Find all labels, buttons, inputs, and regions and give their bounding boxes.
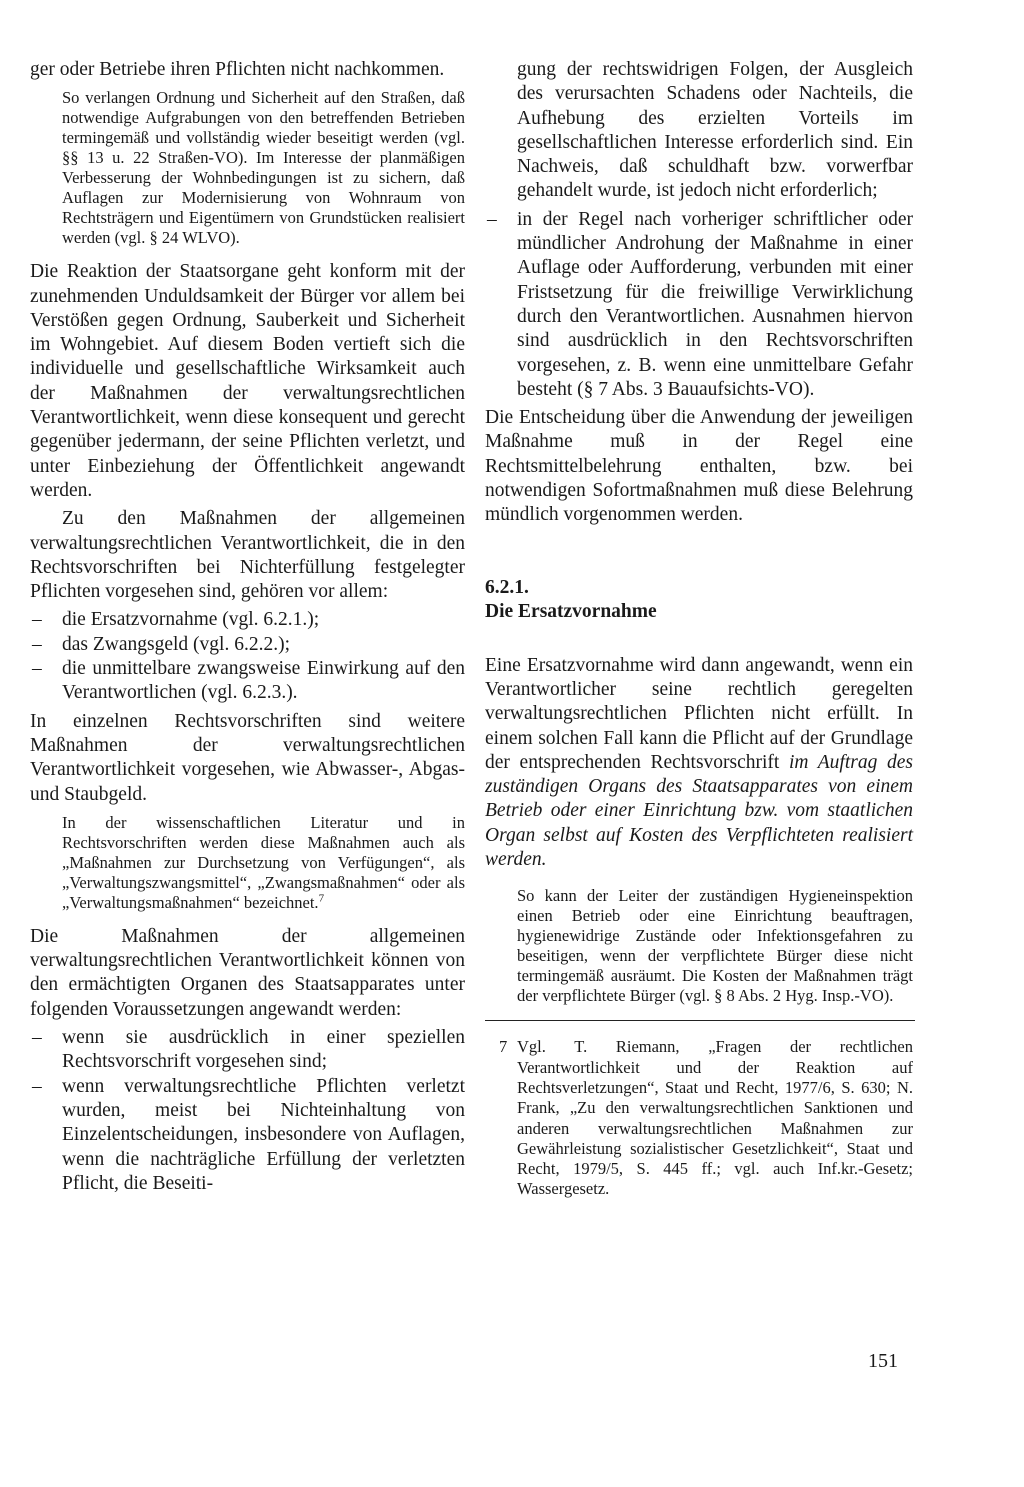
footnote-number: 7 (499, 1037, 508, 1057)
list-item: – in der Regel nach vorheriger schriftlicher oder mündlicher Androhung der Maßnahme in einer Auflage oder Aufforderung, verbunden mit einer Fristsetzung für die freiwillige Verwirklichung durch den Verantwortlichen. Ausnahmen hiervon sind ausdrücklich in den Rechtsvorschriften vorgesehen, z. B. wenn eine unmittelbare Gefahr besteht (§ 7 Abs. 3 Bauaufsichts-VO). (485, 208, 913, 402)
section-title: Die Ersatzvornahme (485, 600, 657, 622)
paragraph: Zu den Maßnahmen der allgemeinen verwaltungsrechtlichen Verantwortlichkeit, die in den Rechtsvorschriften bei Nichterfüllung festgelegter Pflichten vorgesehen sind, gehören vor allem: (30, 508, 465, 603)
example-note: So kann der Leiter der zuständigen Hygieneinspektion einen Betrieb oder eine Einrichtung beauftragen, hygienewidrige Zustände oder Infektionsgefahren zu beseitigen, wenn der verpflichtete Bürger diese nicht termingemäß ausräumt. Die Kosten der Maßnahmen trägt der verpflichtete Bürger (vgl. § 8 Abs. 2 Hyg. Insp.-VO). (517, 886, 913, 1006)
measures-list (30, 608, 465, 705)
list-item: – die unmittelbare zwangsweise Einwirkung auf den Verantwortlichen (vgl. 6.2.3.). (30, 657, 465, 706)
page-number: 151 (868, 1350, 898, 1372)
paragraph: Die Reaktion der Staatsorgane geht konform mit der zunehmenden Unduldsamkeit der Bürger vor allem bei Verstößen gegen Ordnung, Sauberkeit und Sicherheit im Wohngebiet. Auf diesem Boden vertieft sich die individuelle und gesellschaftliche Wirksamkeit auch der Maßnahmen der verwaltungsrechtlichen Verantwortlichkeit, wenn diese konsequent und gerecht gegenüber jedermann, der seine Pflichten verletzt, und unter Einbeziehung der Öffentlichkeit angewandt werden. (30, 261, 465, 501)
list-item: – wenn verwaltungsrechtliche Pflichten verletzt wurden, meist bei Nichteinhaltung von Einzelentscheidungen, insbesondere von Auflagen, wenn die nachträgliche Erfüllung der verletzten Pflicht, die Beseiti- (30, 1075, 465, 1196)
footnote (485, 1037, 913, 1199)
section-number: 6.2.1. (485, 576, 529, 598)
paragraph (485, 654, 913, 873)
paragraph-text: Eine Ersatzvornahme wird dann angewandt, wenn ein Verantwortlicher seine rechtlich geregelten verwaltungsrechtlichen Pflichten nicht erfüllt. In einem solchen Fall kann die Pflicht auf der Grundlage der entsprechenden Rechtsvorschrift (485, 654, 913, 773)
section-heading (485, 576, 913, 624)
list-item: – wenn sie ausdrücklich in einer speziellen Rechtsvorschrift vorgesehen sind; (30, 1026, 465, 1075)
list-item: – das Zwangsgeld (vgl. 6.2.2.); (30, 633, 465, 657)
preconditions-list-continued (485, 208, 913, 402)
list-item: – die Ersatzvornahme (vgl. 6.2.1.); (30, 608, 465, 632)
emphasized-text: im Auftrag des zuständigen Organs des Staatsapparates von einem Betrieb oder einer Einrichtung bzw. vom staatlichen Organ selbst auf Kosten des Verpflichteten realisiert werden. (485, 751, 913, 871)
right-column (485, 58, 913, 1200)
paragraph: ger oder Betriebe ihren Pflichten nicht nachkommen. (30, 59, 445, 80)
paragraph: Die Entscheidung über die Anwendung der jeweiligen Maßnahme muß in der Regel eine Rechtsmittelbelehrung enthalten, bzw. bei notwendigen Sofortmaßnahmen muß diese Belehrung mündlich vorgenommen werden. (485, 407, 913, 526)
preconditions-list (30, 1026, 465, 1196)
footnote-reference[interactable]: 7 (318, 892, 325, 905)
left-column (30, 58, 465, 1200)
footnote-text: Vgl. T. Riemann, „Fragen der rechtlichen Verantwortlichkeit und der Reaktion auf Rechtsverletzungen“, Staat und Recht, 1977/6, S. 630; N. Frank, „Zu den verwaltungsrechtlichen Sanktionen und anderen verwaltungsrechtlichen Maßnahmen zur Gewährleistung sozialistischer Gesetzlichkeit“, Staat und Recht, 1979/5, S. 445 ff.; vgl. auch Inf.kr.-Gesetz; Wassergesetz. (517, 1037, 913, 1199)
paragraph: In einzelnen Rechtsvorschriften sind weitere Maßnahmen der verwaltungsrechtlichen Verantwortlichkeit vorgesehen, wie Abwasser-, Abgas- und Staubgeld. (30, 710, 465, 805)
list-item-continuation: gung der rechtswidrigen Folgen, der Ausgleich des verursachten Schadens oder Nachteils, die Aufhebung des erzielten Vorteils im gesellschaftlichen Interesse erforderlich sind. Ein Nachweis, daß schuldhaft bzw. vorwerfbar gehandelt wurde, ist jedoch nicht erforderlich; (517, 59, 913, 202)
note-text: In der wissenschaftlichen Literatur und in Rechtsvorschriften werden diese Maßnahmen auch als „Maßnahmen zur Durchsetzung von Verfügungen“, als „Verwaltungszwangsmittel“, „Zwangsmaßnahmen“ oder als „Verwaltungsmaßnahmen“ bezeichnet. (62, 812, 465, 912)
footnote-divider (485, 1020, 915, 1021)
example-note: So verlangen Ordnung und Sicherheit auf den Straßen, daß notwendige Aufgrabungen von den betreffenden Betrieben termingemäß und vollständig wieder beseitigt werden (vgl. §§ 13 u. 22 Straßen-VO). Im Interesse der planmäßigen Verbesserung der Wohnbedingungen ist zu sichern, daß Auflagen zur Modernisierung von Wohnraum von Rechtsträgern und Eigentümern von Grundstücken realisiert werden (vgl. § 24 WLVO). (62, 88, 465, 248)
example-note (62, 813, 465, 913)
paragraph: Die Maßnahmen der allgemeinen verwaltungsrechtlichen Verantwortlichkeit können von den ermächtigten Organen des Staatsapparates unter folgenden Voraussetzungen angewandt werden: (30, 925, 465, 1020)
